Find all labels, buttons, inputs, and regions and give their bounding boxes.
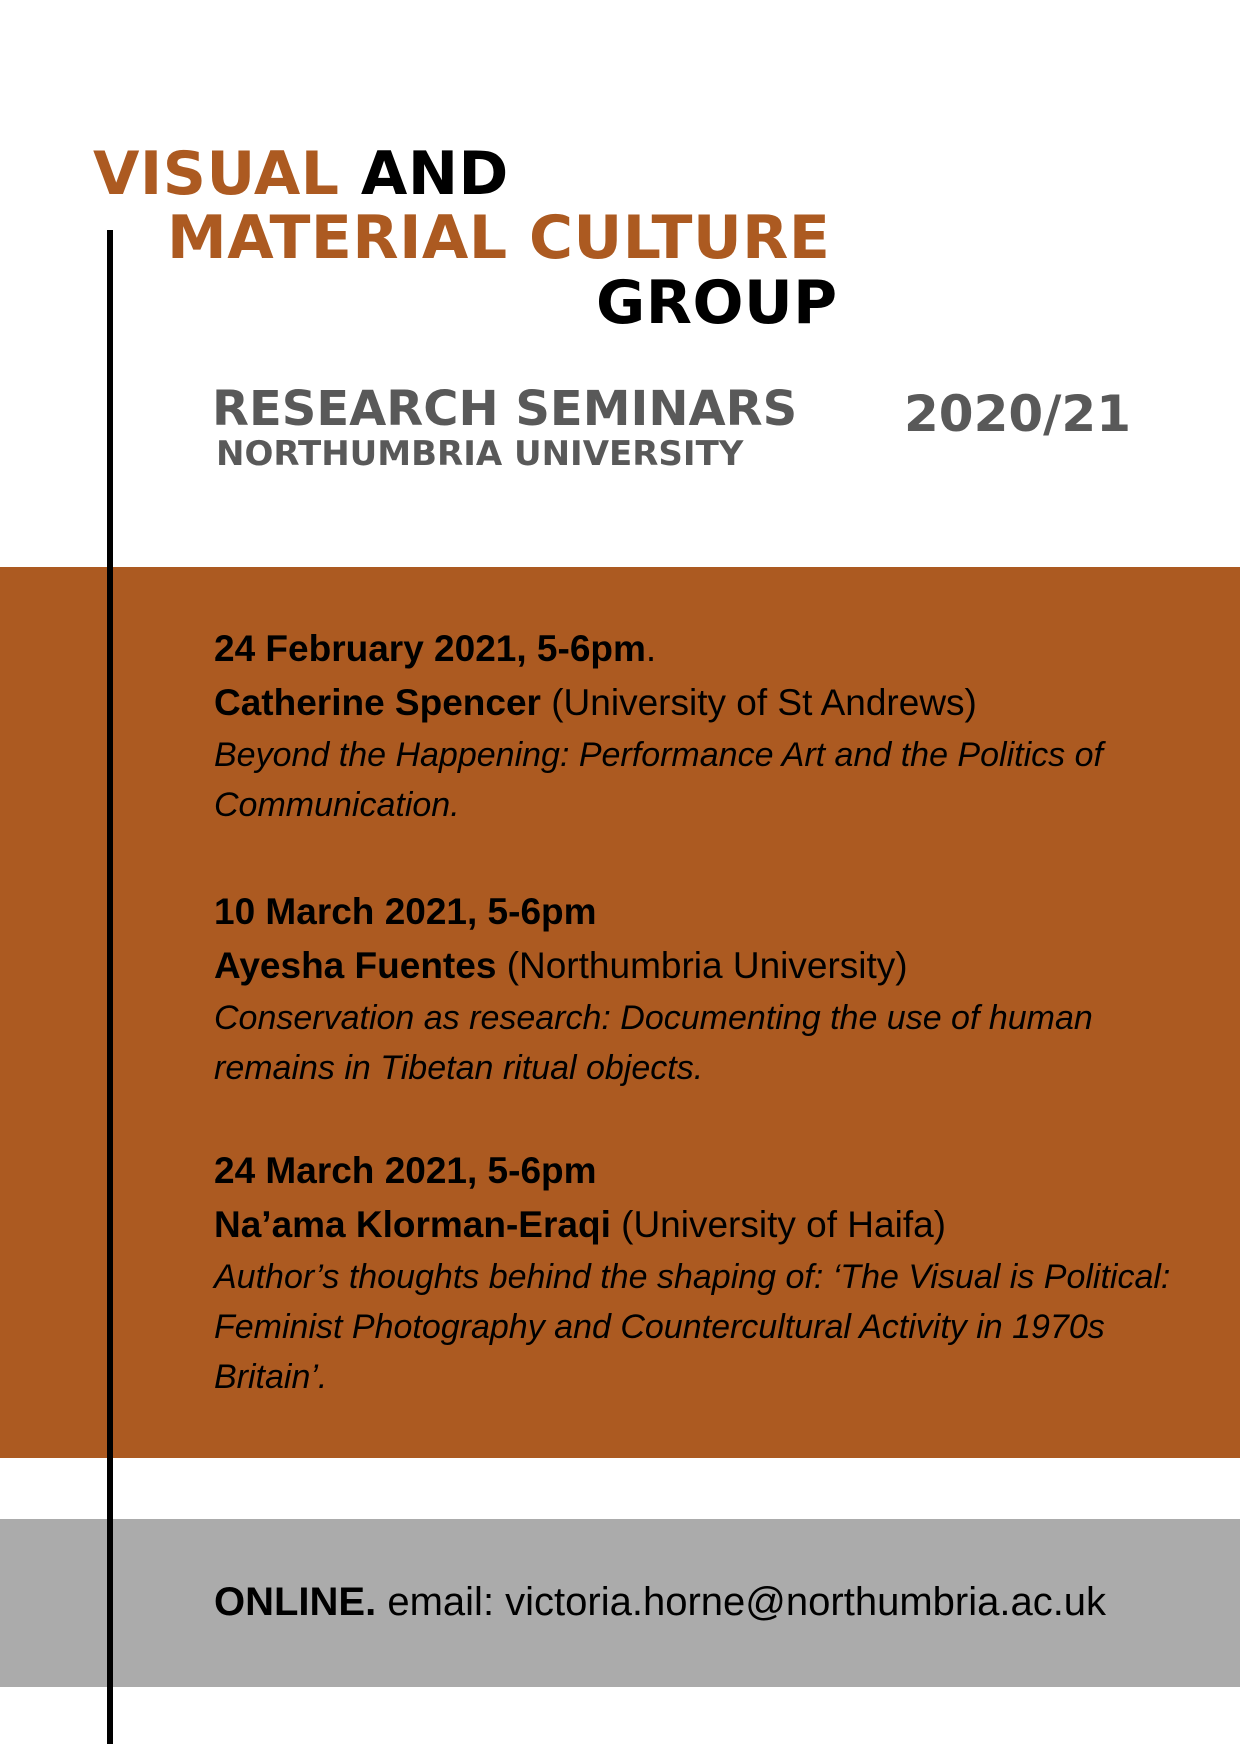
title-and: AND <box>360 139 509 209</box>
title-line-2: MATERIAL CULTURE <box>167 203 831 273</box>
contact-email[interactable]: email: victoria.horne@northumbria.ac.uk <box>387 1580 1107 1624</box>
seminar-item <box>214 885 1214 1093</box>
seminar-date: 24 February 2021, 5-6pm. <box>214 628 657 669</box>
seminar-speaker-line <box>214 939 1214 993</box>
contact-line <box>214 1580 1106 1625</box>
speaker-name: Ayesha Fuentes <box>214 945 497 986</box>
seminar-date: 24 March 2021, 5-6pm <box>214 1150 597 1191</box>
speaker-name: Catherine Spencer <box>214 682 541 723</box>
vertical-rule <box>107 230 113 1744</box>
talk-title: Beyond the Happening: Performance Art and the Politics of Communication. <box>214 736 1103 824</box>
institution-name: NORTHUMBRIA UNIVERSITY <box>216 434 744 474</box>
seminar-date: 10 March 2021, 5-6pm <box>214 891 597 932</box>
year-label: 2020/21 <box>904 385 1132 443</box>
speaker-affiliation: (University of St Andrews) <box>551 682 977 723</box>
speaker-affiliation: (Northumbria University) <box>506 945 908 986</box>
seminar-speaker-line <box>214 1198 1214 1252</box>
title-line-1 <box>93 139 509 209</box>
online-label: ONLINE. <box>214 1580 377 1624</box>
title-line-3: GROUP <box>596 268 838 338</box>
seminar-speaker-line <box>214 676 1214 730</box>
speaker-name: Na’ama Klorman-Eraqi <box>214 1204 611 1245</box>
series-title: RESEARCH SEMINARS <box>212 381 798 437</box>
speaker-affiliation: (University of Haifa) <box>621 1204 946 1245</box>
seminar-item <box>214 622 1214 830</box>
talk-title: Author’s thoughts behind the shaping of: ‘The Visual is Political: Feminist Photography and Countercultural Activity in 1970s Britain’. <box>214 1258 1171 1396</box>
talk-title: Conservation as research: Documenting the use of human remains in Tibetan ritual objects. <box>214 999 1093 1087</box>
seminar-item <box>214 1144 1214 1402</box>
title-visual: VISUAL <box>93 139 340 209</box>
